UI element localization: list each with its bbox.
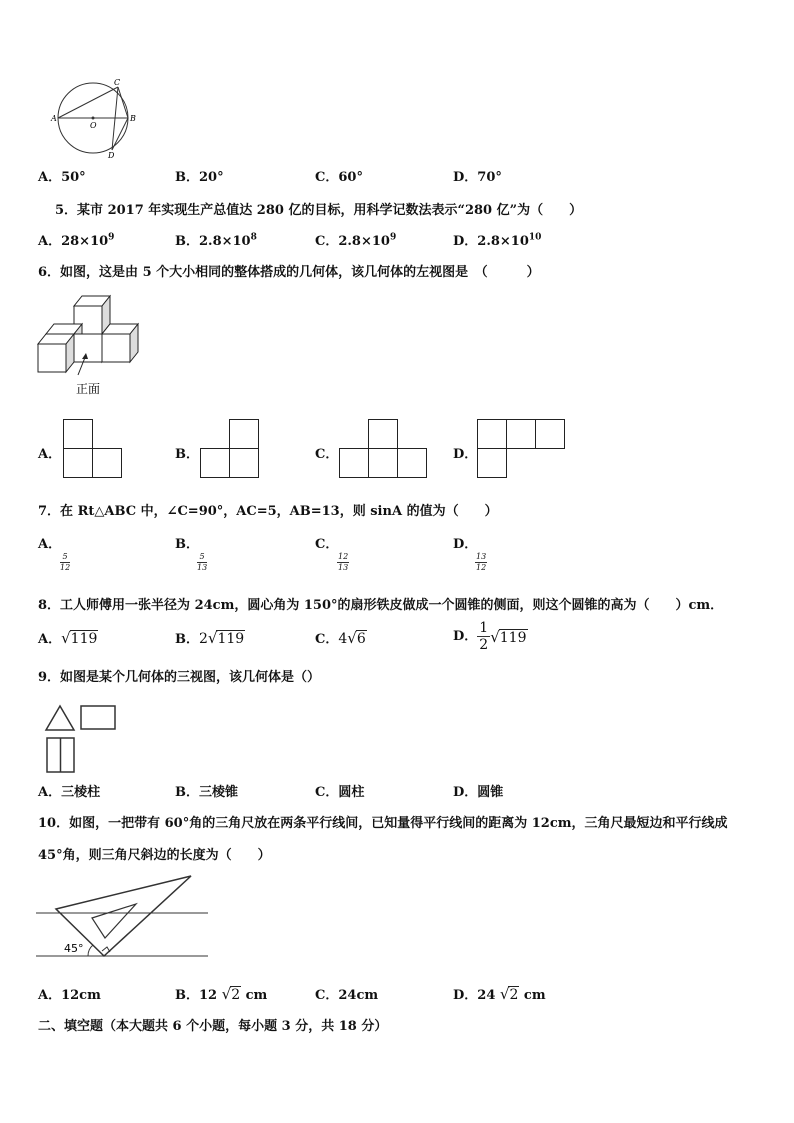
cube-stack-figure: [36, 293, 146, 398]
q10-stem-line2: 45°角，则三角尺斜边的长度为（ ）: [38, 848, 271, 863]
q7-option-a: A． $\frac{5}{12}$: [38, 537, 71, 572]
angle-label: 45°: [64, 942, 84, 955]
q5-option-d: D．$2.8\times 10^{10}$: [453, 232, 542, 249]
q4-option-a: A．50°: [38, 170, 86, 185]
q9-option-c: C．圆柱: [315, 785, 365, 800]
label-b: B: [130, 114, 136, 123]
q9-stem: 9．如图是某个几何体的三视图，该几何体是（）: [38, 670, 321, 685]
q5-option-b: B．$2.8\times 10^8$: [175, 232, 257, 249]
q5-option-a: A．$28\times 10^9$: [38, 232, 115, 249]
q6-option-a-figure: [63, 419, 123, 479]
q7-stem: 7．在 Rt△ABC 中，∠C=90°，AC=5，AB=13，则 sinA 的值为（ ）: [38, 504, 498, 519]
q6-option-d-label: D．: [453, 447, 478, 462]
q10-option-d: D．24 √2 cm: [453, 985, 546, 1003]
q7-option-d: D． $\frac{13}{12}$: [453, 537, 487, 572]
q6-stem: 6．如图，这是由 5 个大小相同的整体搭成的几何体，该几何体的左视图是 （ ）: [38, 265, 540, 280]
q6-option-a-label: A．: [38, 447, 62, 462]
triangle-ruler-figure: [36, 873, 211, 963]
label-o: O: [90, 121, 97, 130]
q6-option-c-figure: [339, 419, 429, 479]
q8-stem: 8．工人师傅用一张半径为 24cm，圆心角为 150°的扇形铁皮做成一个圆锥的侧面，则这个圆锥的高为（ ）cm．: [38, 598, 724, 613]
q10-stem-line1: 10．如图，一把带有 60°角的三角尺放在两条平行线间，已知量得平行线间的距离为 12cm，三角尺最短边和平行线成: [38, 816, 728, 831]
q7-option-b: B． $\frac{5}{13}$: [175, 537, 208, 572]
three-view-figure: [44, 703, 119, 775]
section2-heading: 二、填空题（本大题共 6 个小题，每小题 3 分，共 18 分）: [38, 1019, 388, 1034]
q6-option-c-label: C．: [315, 447, 339, 462]
q8-option-a: A．√119: [38, 629, 98, 647]
q7-option-c: C． $\frac{12}{13}$: [315, 537, 349, 572]
front-label: 正面: [76, 382, 101, 396]
q8-option-c: C．4√6: [315, 629, 366, 647]
circle-figure: [50, 80, 140, 160]
q4-option-d: D．70°: [453, 170, 502, 185]
q10-option-c: C．24cm: [315, 988, 379, 1003]
q9-option-a: A．三棱柱: [38, 785, 101, 800]
q10-option-a: A．12cm: [38, 988, 101, 1003]
q6-option-b-figure: [200, 419, 260, 479]
q5-option-c: C．$2.8\times 10^9$: [315, 232, 397, 249]
q9-option-d: D．圆锥: [453, 785, 504, 800]
q10-option-b: B．12 √2 cm: [175, 985, 268, 1003]
q9-option-b: B．三棱锥: [175, 785, 238, 800]
q6-option-d-figure: [477, 419, 567, 479]
q4-option-b: B．20°: [175, 170, 224, 185]
q5-stem: 5．某市 2017 年实现生产总值达 280 亿的目标，用科学记数法表示“280 亿”为（ ）: [55, 203, 583, 218]
q8-option-b: B．2√119: [175, 629, 245, 647]
q4-option-c: C．60°: [315, 170, 363, 185]
label-d: D: [108, 151, 115, 160]
label-a: A: [51, 114, 57, 123]
q6-option-b-label: B．: [175, 447, 199, 462]
q8-option-d: D． $\frac{1}{2}√119$: [453, 620, 527, 653]
label-c: C: [114, 78, 121, 87]
